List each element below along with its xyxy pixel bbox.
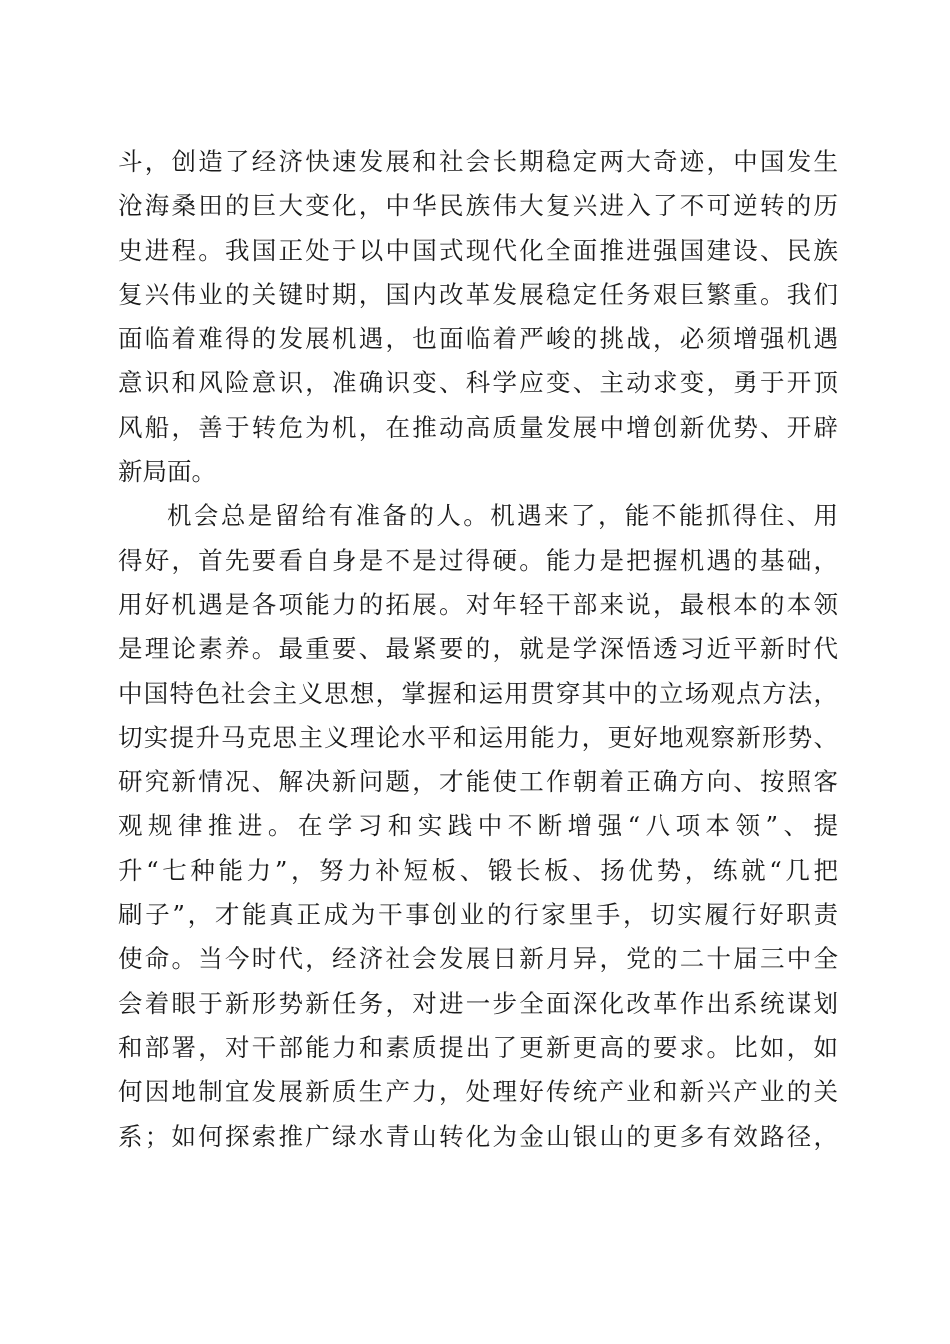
text-line: 研究新情况、解决新问题，才能使工作朝着正确方向、按照客 [118,767,838,797]
text-line: 得好，首先要看自身是不是过得硬。能力是把握机遇的基础， [118,545,838,575]
text-line: 斗，创造了经济快速发展和社会长期稳定两大奇迹，中国发生 [118,147,838,176]
text-line: 和部署，对干部能力和素质提出了更新更高的要求。比如，如 [118,1032,838,1062]
text-line: 新局面。 [118,457,216,487]
text-line: 面临着难得的发展机遇，也面临着严峻的挑战，必须增强机遇 [118,324,838,354]
text-line: 切实提升马克思主义理论水平和运用能力，更好地观察新形势、 [118,722,838,752]
text-line: 刷子”，才能真正成为干事创业的行家里手，切实履行好职责 [118,900,838,930]
text-line: 复兴伟业的关键时期，国内改革发展稳定任务艰巨繁重。我们 [118,279,838,309]
paragraph-first-line: 机会总是留给有准备的人。机遇来了，能不能抓得住、用 [167,501,838,531]
text-line: 系；如何探索推广绿水青山转化为金山银山的更多有效路径， [118,1121,838,1151]
text-line: 风船，善于转危为机，在推动高质量发展中增创新优势、开辟 [118,412,838,442]
text-line: 何因地制宜发展新质生产力，处理好传统产业和新兴产业的关 [118,1077,838,1107]
text-line: 是理论素养。最重要、最紧要的，就是学深悟透习近平新时代 [118,634,838,664]
text-line: 沧海桑田的巨大变化，中华民族伟大复兴进入了不可逆转的历 [118,191,838,221]
text-line: 史进程。我国正处于以中国式现代化全面推进强国建设、民族 [118,235,838,265]
body-text [118,140,838,1159]
text-line: 使命。当今时代，经济社会发展日新月异，党的二十届三中全 [118,944,838,974]
text-line: 用好机遇是各项能力的拓展。对年轻干部来说，最根本的本领 [118,589,838,619]
text-line: 会着眼于新形势新任务，对进一步全面深化改革作出系统谋划 [118,988,838,1018]
text-line: 意识和风险意识，准确识变、科学应变、主动求变，勇于开顶 [118,368,838,398]
text-line: 观规律推进。在学习和实践中不断增强“八项本领”、提 [118,811,838,841]
text-line: 中国特色社会主义思想，掌握和运用贯穿其中的立场观点方法， [118,678,838,708]
text-line: 升“七种能力”，努力补短板、锻长板、扬优势，练就“几把 [118,855,838,885]
